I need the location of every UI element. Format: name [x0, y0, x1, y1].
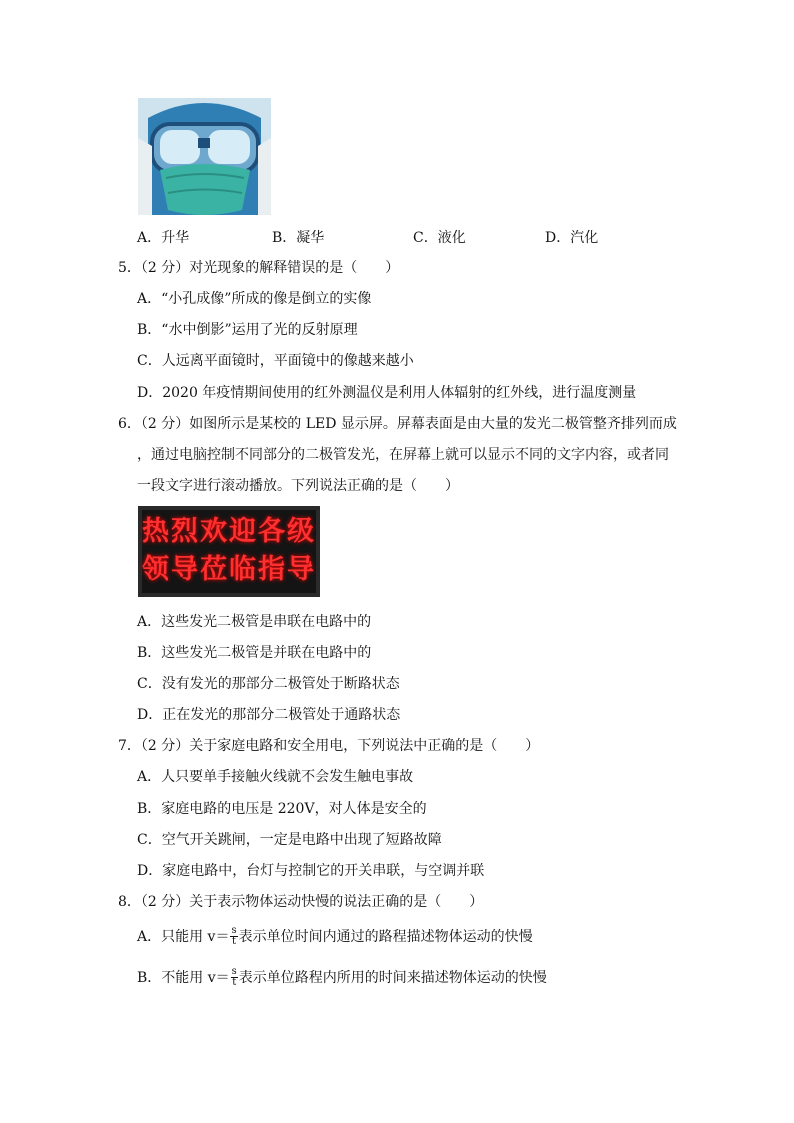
- q5-option-c: C．人远离平面镜时，平面镜中的像越来越小: [137, 353, 414, 369]
- led-text-line1: 热烈欢迎各级: [142, 516, 316, 547]
- velocity-fraction: [230, 926, 237, 947]
- fraction-denominator: t: [232, 976, 237, 988]
- question-6-stem-line3: 一段文字进行滚动播放。下列说法正确的是（ ）: [137, 478, 459, 494]
- velocity-fraction: [231, 967, 238, 988]
- fraction-numerator: s: [231, 924, 237, 936]
- q7-option-a: A．人只要单手接触火线就不会发生触电事故: [137, 769, 414, 785]
- q6-option-a: A．这些发光二极管是串联在电路中的: [137, 614, 372, 630]
- q8-option-b: [137, 965, 547, 991]
- fraction-denominator: t: [232, 935, 237, 947]
- question-7-stem: 7．（2 分）关于家庭电路和安全用电，下列说法中正确的是（ ）: [118, 738, 540, 754]
- q8-option-a: [137, 924, 533, 950]
- q6-option-c: C．没有发光的那部分二极管处于断路状态: [137, 676, 400, 692]
- goggles-mask-photo: [138, 98, 271, 215]
- q8-option-b-suffix: 表示单位路程内所用的时间来描述物体运动的快慢: [238, 970, 547, 986]
- option-b: B．凝华: [272, 230, 325, 246]
- fraction-numerator: s: [231, 965, 237, 977]
- led-screen-photo: [138, 506, 320, 597]
- question-6-stem-line1: 6．（2 分）如图所示是某校的 LED 显示屏。屏幕表面是由大量的发光二极管整齐排列而成: [118, 416, 677, 432]
- q6-option-d: D．正在发光的那部分二极管处于通路状态: [137, 707, 401, 723]
- q5-option-d: D．2020 年疫情期间使用的红外测温仪是利用人体辐射的红外线，进行温度测量: [137, 385, 637, 401]
- q8-option-a-prefix: A．只能用 v＝: [137, 929, 230, 945]
- q8-option-a-suffix: 表示单位时间内通过的路程描述物体运动的快慢: [238, 929, 533, 945]
- option-a: A．升华: [137, 230, 190, 246]
- q6-option-b: B．这些发光二极管是并联在电路中的: [137, 645, 372, 661]
- led-text-line2: 领导莅临指导: [142, 554, 316, 585]
- question-8-stem: 8．（2 分）关于表示物体运动快慢的说法正确的是（ ）: [118, 894, 484, 910]
- question-6-stem-line2: ，通过电脑控制不同部分的二极管发光，在屏幕上就可以显示不同的文字内容，或者同: [137, 447, 669, 463]
- question-5-stem: 5．（2 分）对光现象的解释错误的是（ ）: [118, 260, 400, 276]
- q5-option-a: A．“小孔成像”所成的像是倒立的实像: [137, 291, 372, 307]
- q7-option-d: D．家庭电路中，台灯与控制它的开关串联，与空调并联: [137, 863, 485, 879]
- q8-option-b-prefix: B．不能用 v＝: [137, 970, 230, 986]
- option-d: D．汽化: [545, 230, 599, 246]
- q7-option-c: C．空气开关跳闸，一定是电路中出现了短路故障: [137, 832, 442, 848]
- q5-option-b: B．“水中倒影”运用了光的反射原理: [137, 322, 358, 338]
- option-c: C．液化: [413, 230, 466, 246]
- q7-option-b: B．家庭电路的电压是 220V，对人体是安全的: [137, 801, 427, 817]
